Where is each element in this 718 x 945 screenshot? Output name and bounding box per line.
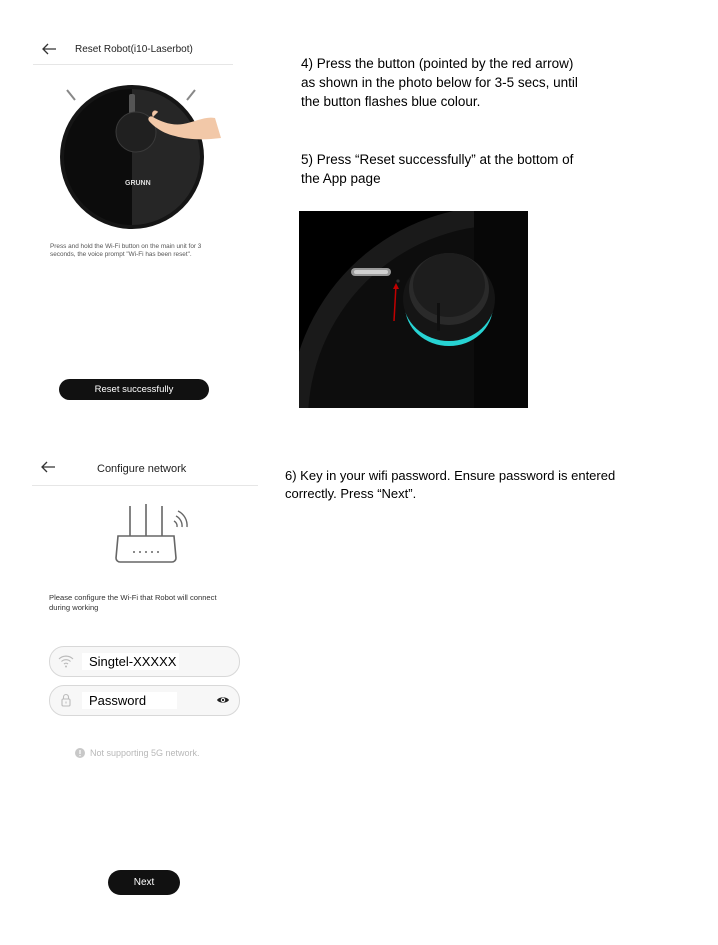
password-value[interactable]: Password: [82, 692, 177, 709]
wifi-name-field[interactable]: [49, 646, 240, 677]
reset-description: Press and hold the Wi-Fi button on the main unit for 3 seconds, the voice prompt "Wi-Fi has been reset".: [50, 243, 202, 258]
network-screen-header: [32, 456, 258, 486]
5g-warning-note: [75, 748, 200, 758]
wifi-icon: [58, 654, 74, 668]
back-arrow-icon[interactable]: [41, 42, 57, 56]
eye-icon[interactable]: [216, 695, 230, 705]
robot-button-photo: [299, 211, 528, 408]
note-text: Not supporting 5G network.: [90, 748, 200, 758]
instruction-step-4: 4) Press the button (pointed by the red arrow) as shown in the photo below for 3-5 secs, until the button flashes blue colour.: [301, 56, 578, 109]
reset-successfully-button[interactable]: Reset successfully: [59, 379, 209, 400]
wifi-name-value[interactable]: Singtel-XXXXX: [82, 653, 179, 670]
page-title: Configure network: [97, 463, 187, 475]
network-description: Please configure the Wi-Fi that Robot will connect during working: [49, 593, 217, 612]
reset-screen-header: [33, 38, 233, 65]
robot-hand-illustration: [55, 80, 225, 230]
info-icon: [75, 748, 85, 758]
instruction-step-5: 5) Press “Reset successfully” at the bottom of the App page: [301, 152, 574, 186]
instruction-step-6: 6) Key in your wifi password. Ensure password is entered correctly. Press “Next”.: [285, 468, 616, 501]
back-arrow-icon[interactable]: [40, 460, 56, 474]
robot-brand-text: GRUNN: [125, 180, 151, 187]
password-field[interactable]: [49, 685, 240, 716]
lock-icon: [58, 693, 74, 707]
page-title: Reset Robot(i10-Laserbot): [75, 44, 193, 55]
router-icon: [108, 500, 190, 568]
next-button[interactable]: Next: [108, 870, 180, 895]
